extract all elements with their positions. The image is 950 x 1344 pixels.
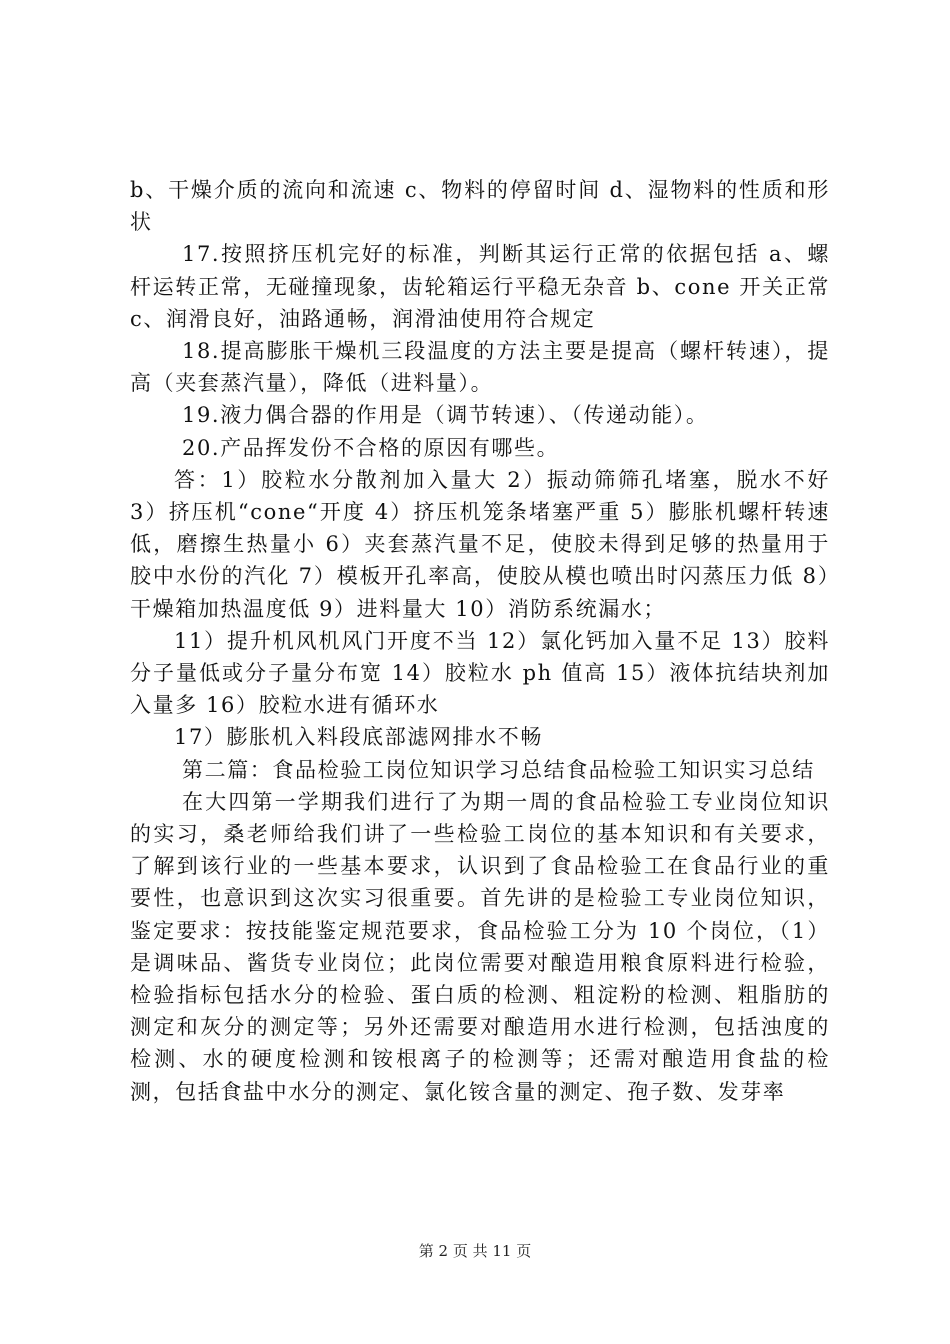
page-body — [130, 174, 830, 1108]
paragraph: b、干燥介质的流向和流速 c、物料的停留时间 d、湿物料的性质和形状 — [130, 178, 830, 235]
page-footer: 第 2 页 共 11 页 — [418, 1242, 532, 1260]
paragraph: 答：1）胶粒水分散剂加入量大 2）振动筛筛孔堵塞，脱水不好 3）挤压机“cone“开度 4）挤压机笼条堵塞严重 5）膨胀机螺杆转速低，磨擦生热量小 6）夹套蒸汽量不足，使胶未得到足够的热量用于胶中水份的汽化 7）模板开孔率高，使胶从模也喷出时闪蒸压力低 8）干燥箱加热温度低 9）进料量大 10）消防系统漏水； — [130, 467, 830, 621]
paragraph: 在大四第一学期我们进行了为期一周的食品检验工专业岗位知识的实习，桑老师给我们讲了一些检验工岗位的基本知识和有关要求，了解到该行业的一些基本要求，认识到了食品检验工在食品行业的重要性，也意识到这次实习很重要。首先讲的是检验工专业岗位知识，鉴定要求：按技能鉴定规范要求，食品检验工分为 10 个岗位，（1）是调味品、酱货专业岗位；此岗位需要对酿造用粮食原料进行检验，检验指标包括水分的检验、蛋白质的检测、粗淀粉的检测、粗脂肪的测定和灰分的测定等；另外还需要对酿造用水进行检测，包括浊度的检测、水的硬度检测和铵根离子的检测等；还需对酿造用食盐的检测，包括食盐中水分的测定、氯化铵含量的测定、孢子数、发芽率 — [130, 789, 830, 1104]
section-heading: 第二篇：食品检验工岗位知识学习总结食品检验工知识实习总结 — [182, 757, 815, 782]
paragraph: 17）膨胀机入料段底部滤网排水不畅 — [174, 725, 543, 750]
paragraph: 20.产品挥发份不合格的原因有哪些。 — [182, 435, 560, 460]
paragraph: 11）提升机风机风门开度不当 12）氯化钙加入量不足 13）胶料分子量低或分子量分布宽 14）胶粒水 ph 值高 15）液体抗结块剂加入量多 16）胶粒水进有循环水 — [130, 628, 830, 718]
paragraph: 17.按照挤压机完好的标准，判断其运行正常的依据包括 a、螺杆运转正常，无碰撞现象，齿轮箱运行平稳无杂音 b、cone 开关正常 c、润滑良好，油路通畅，润滑油使用符合规定 — [130, 242, 830, 331]
paragraph: 19.液力偶合器的作用是（调节转速）、（传递动能）。 — [182, 403, 709, 428]
paragraph: 18.提高膨胀干燥机三段温度的方法主要是提高（螺杆转速），提高（夹套蒸汽量），降低（进料量）。 — [130, 339, 830, 396]
